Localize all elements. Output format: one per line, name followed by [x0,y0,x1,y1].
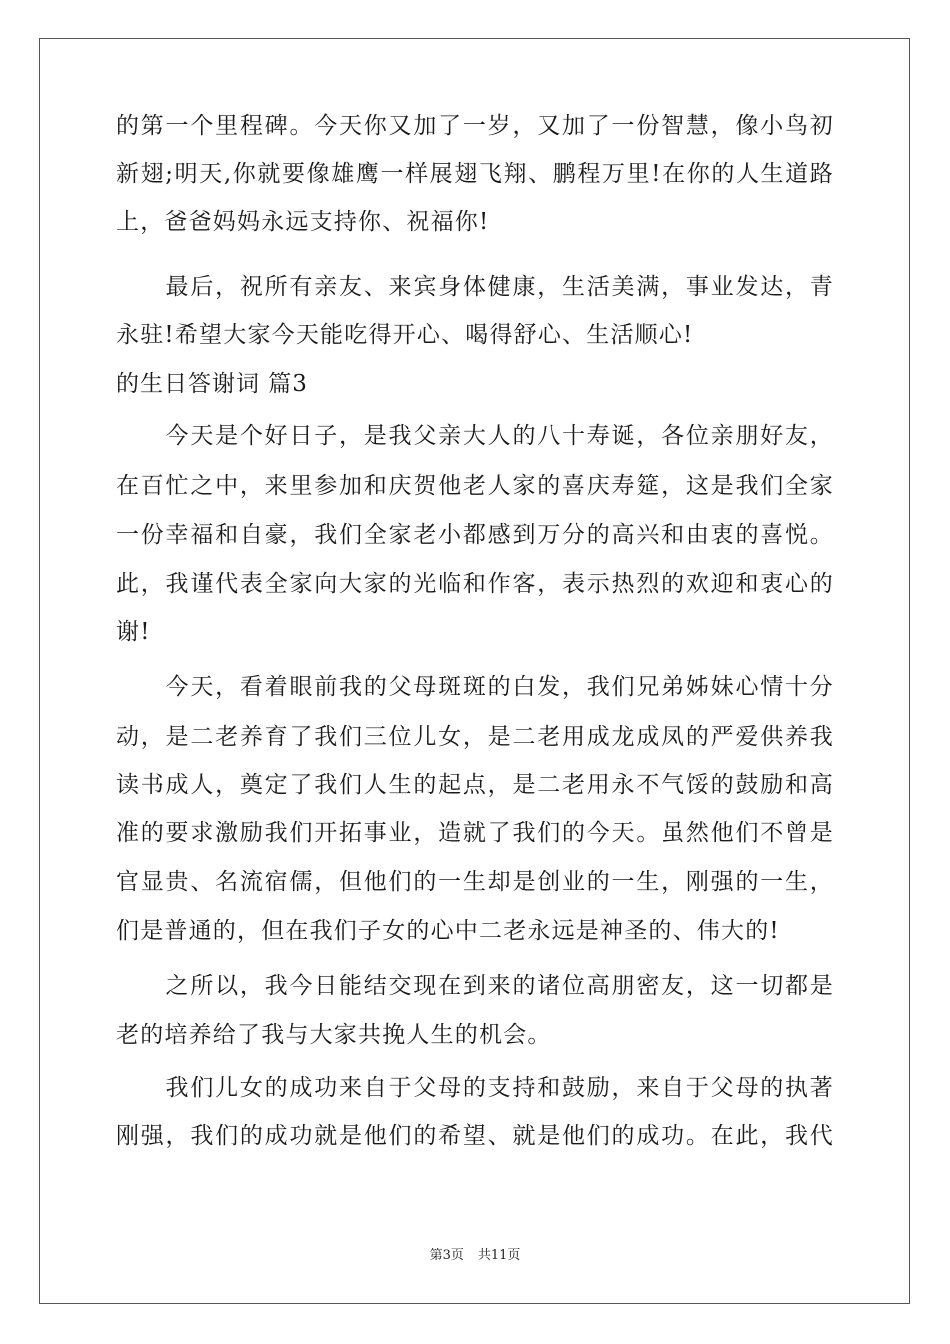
text-line: 永驻!希望大家今天能吃得开心、喝得舒心、生活顺心! [116,322,694,348]
text-line: 读书成人，奠定了我们人生的起点，是二老用永不气馁的鼓励和高 [116,772,834,798]
text-line: 的第一个里程碑。今天你又加了一岁，又加了一份智慧，像小鸟初 [116,113,834,139]
text-line: 老的培养给了我与大家共挽人生的机会。 [116,1022,552,1048]
page-footer [0,1248,950,1264]
text-line: 动，是二老养育了我们三位儿女，是二老用成龙成凤的严爱供养我 [116,724,834,750]
section-heading: 的生日答谢词 篇3 [116,371,308,397]
text-line: 官显贵、名流宿儒，但他们的一生却是创业的一生，刚强的一生， [116,869,834,895]
text-line: 新翅;明天,你就要像雄鹰一样展翅飞翔、鹏程万里!在你的人生道路 [116,161,834,187]
text-line: 我们儿女的成功来自于父母的支持和鼓励，来自于父母的执著 [165,1075,834,1101]
text-line: 们是普通的，但在我们子女的心中二老永远是神圣的、伟大的! [116,918,780,944]
text-line: 今天是个好日子，是我父亲大人的八十寿诞，各位亲朋好友， [165,423,834,449]
text-line: 在百忙之中，来里参加和庆贺他老人家的喜庆寿筵，这是我们全家 [116,473,834,499]
text-line: 此，我谨代表全家向大家的光临和作客，表示热烈的欢迎和衷心的 [116,571,834,597]
text-line: 刚强，我们的成功就是他们的希望、就是他们的成功。在此，我代 [116,1123,834,1149]
text-line: 准的要求激励我们开拓事业，造就了我们的今天。虽然他们不曾是 [116,820,834,846]
page-total: 共11页 [477,1248,521,1263]
text-line: 之所以，我今日能结交现在到来的诸位高朋密友，这一切都是 [165,973,834,999]
page-number: 第3页 [429,1248,464,1263]
text-line: 谢! [116,619,151,645]
text-line: 最后，祝所有亲友、来宾身体健康，生活美满，事业发达，青 [165,274,834,300]
text-line: 上，爸爸妈妈永远支持你、祝福你! [116,209,490,235]
text-line: 今天，看着眼前我的父母斑斑的白发，我们兄弟姊妹心情十分 [165,674,834,700]
text-line: 一份幸福和自豪，我们全家老小都感到万分的高兴和由衷的喜悦。 [116,522,834,548]
